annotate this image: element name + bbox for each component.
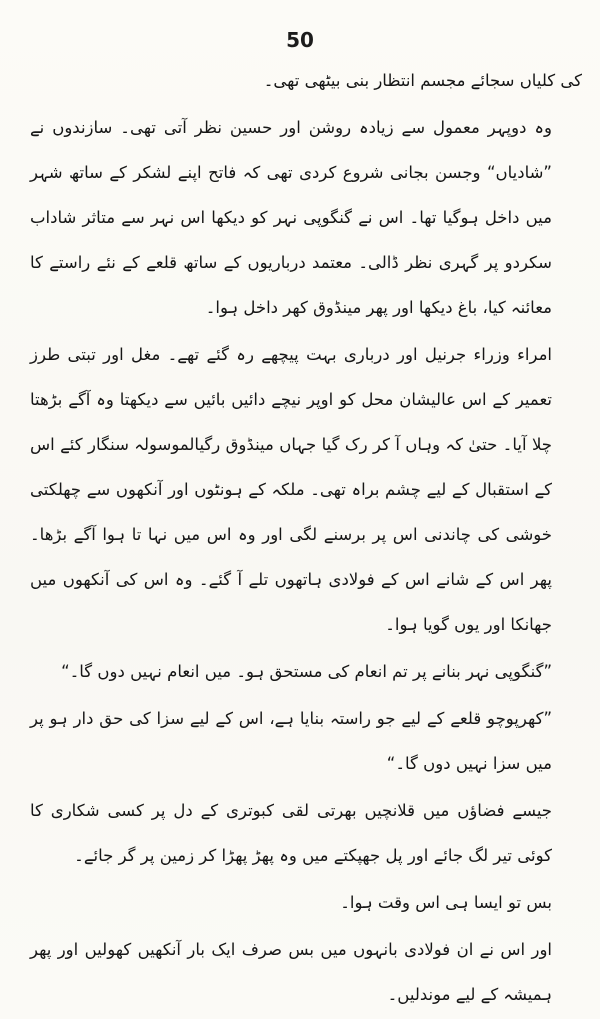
- paragraph-8: اور اس نے ان فولادی بانہوں میں بس صرف ایک بار آنکھیں کھولیں اور پھر ہمیشہ کے لیے موندلیں۔: [30, 940, 552, 1004]
- paragraph-3: امراء وزراء جرنیل اور درباری بہت پیچھے رہ گئے تھے۔ مغل اور تبتی طرز تعمیر کے اس عالیشان محل کو اوپر نیچے دائیں بائیں سے دیکھتا وہ آگے بڑھتا چلا آیا۔ حتیٰ کہ وہاں آ کر رک گیا جہاں مینڈوق رگیالموسولہ سنگار کئے اس کے استقبال کے لیے چشم براہ تھی۔ ملکہ کے ہونٹوں اور آنکھوں سے چھلکتی خوشی کی چاندنی اس پر برسنے لگی اور وہ اس میں نہا تا ہوا آگے بڑھا۔ پھر اس کے شانے اس کے فولادی ہاتھوں تلے آ گئے۔ وہ اس کی آنکھوں میں جھانکا اور یوں گویا ہوا۔: [30, 345, 552, 634]
- page-number: 50: [286, 28, 314, 52]
- paragraph-7: بس تو ایسا ہی اس وقت ہوا۔: [340, 893, 552, 912]
- paragraph-2: وہ دوپہر معمول سے زیادہ روشن اور حسین نظر آتی تھی۔ سازندوں نے ”شادیاں“ وجسن بجانی شروع کردی تھی کہ فاتح اپنے لشکر کے ساتھ شہر میں داخل ہوگیا تھا۔ اس نے گنگوپی نہر کو دیکھا اس نہر سے متاثر شاداب سکردو پر گہری نظر ڈالی۔ معتمد درباریوں کے ساتھ قلعے کے نئے راستے کا معائنہ کیا، باغ دیکھا اور پھر مینڈوق کھر داخل ہوا۔: [30, 118, 552, 317]
- paragraph-6: جیسے فضاؤں میں قلانچیں بھرتی لقی کبوتری کے دل پر کسی شکاری کا کوئی تیر لگ جائے اور پل جھپکتے میں وہ پھڑ پھڑا کر زمین پر گر جائے۔: [30, 801, 552, 865]
- paragraph-4-quote: ”گنگوپی نہر بنانے پر تم انعام کی مستحق ہو۔ میں انعام نہیں دوں گا۔“: [61, 662, 552, 681]
- paragraph-5-quote: ”کھرپوچو قلعے کے لیے جو راستہ بنایا ہے، اس کے لیے سزا کی حق دار ہو پر میں سزا نہیں دوں گا۔“: [30, 709, 552, 773]
- page-body-text: [30, 58, 582, 1019]
- paragraph-1: کی کلیاں سجائے مجسم انتظار بنی بیٹھی تھی۔: [263, 71, 582, 90]
